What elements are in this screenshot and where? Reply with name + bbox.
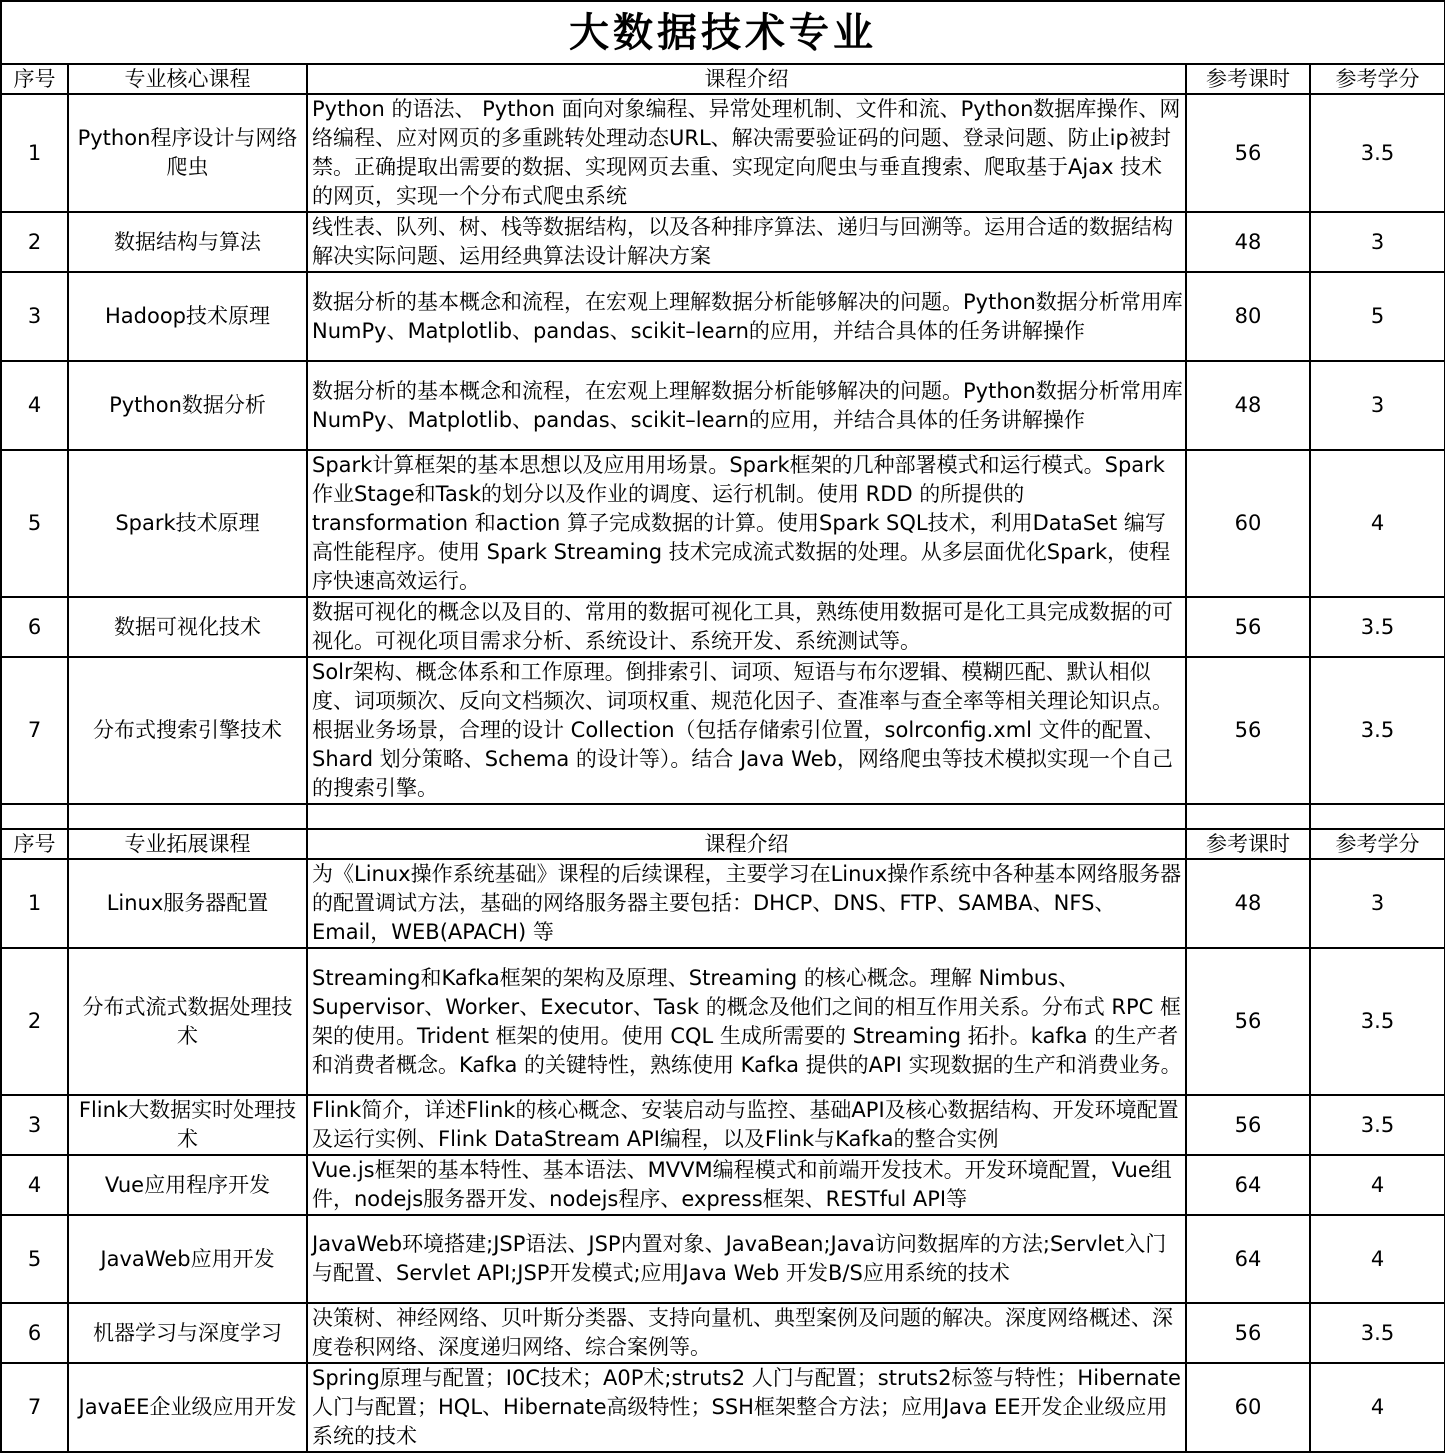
row-no: 3	[1, 272, 68, 361]
row-no: 2	[1, 212, 68, 272]
row-no: 6	[1, 597, 68, 657]
table-row	[1, 948, 1445, 1095]
table-row	[1, 450, 1445, 597]
row-credits: 3.5	[1310, 1095, 1445, 1155]
row-course: Vue应用程序开发	[68, 1155, 307, 1215]
table-row	[1, 1363, 1445, 1452]
header-no: 序号	[1, 829, 68, 859]
row-course: Linux服务器配置	[68, 859, 307, 948]
row-course: JavaWeb应用开发	[68, 1215, 307, 1303]
row-course: Spark技术原理	[68, 450, 307, 597]
table-row	[1, 1215, 1445, 1303]
header-intro: 课程介绍	[307, 829, 1186, 859]
row-no: 4	[1, 1155, 68, 1215]
core-header-row	[1, 64, 1445, 94]
table-row	[1, 94, 1445, 212]
row-hours: 48	[1186, 859, 1310, 948]
header-hours: 参考课时	[1186, 829, 1310, 859]
row-course: 分布式流式数据处理技术	[68, 948, 307, 1095]
header-course: 专业核心课程	[68, 64, 307, 94]
row-hours: 64	[1186, 1215, 1310, 1303]
row-intro: 数据分析的基本概念和流程，在宏观上理解数据分析能够解决的问题。Python数据分析常用库NumPy、Matplotlib、pandas、scikit–learn的应用，并结合具体的任务讲解操作	[307, 361, 1186, 450]
row-hours: 56	[1186, 948, 1310, 1095]
row-intro: Flink简介，详述Flink的核心概念、安装启动与监控、基础API及核心数据结构、开发环境配置及运行实例、Flink DataStream API编程，以及Flink与Kafka的整合实例	[307, 1095, 1186, 1155]
header-no: 序号	[1, 64, 68, 94]
row-course: JavaEE企业级应用开发	[68, 1363, 307, 1452]
row-intro: 决策树、神经网络、贝叶斯分类器、支持向量机、典型案例及问题的解决。深度网络概述、深度卷积网络、深度递归网络、综合案例等。	[307, 1303, 1186, 1363]
row-hours: 56	[1186, 1303, 1310, 1363]
row-hours: 56	[1186, 597, 1310, 657]
row-intro: Streaming和Kafka框架的架构及原理、Streaming 的核心概念。理解 Nimbus、Supervisor、Worker、Executor、Task 的概念及他们之间的相互作用关系。分布式 RPC 框架的使用。Trident 框架的使用。使用 CQL 生成所需要的 Streaming 拓扑。kafka 的生产者和消费者概念。Kafka 的关键特性，熟练使用 Kafka 提供的API 实现数据的生产和消费业务。	[307, 948, 1186, 1095]
row-intro: Spring原理与配置；I0C技术；A0P术;struts2 人门与配置；struts2标签与特性；Hibernate人门与配置；HQL、Hibernate高级特性；SSH框架整合方法；应用Java EE开发企业级应用系统的技术	[307, 1363, 1186, 1452]
row-no: 1	[1, 94, 68, 212]
table-row	[1, 212, 1445, 272]
row-hours: 56	[1186, 657, 1310, 804]
row-course: 机器学习与深度学习	[68, 1303, 307, 1363]
row-course: Flink大数据实时处理技术	[68, 1095, 307, 1155]
row-credits: 3	[1310, 859, 1445, 948]
ext-header-row	[1, 829, 1445, 859]
row-intro: JavaWeb环境搭建;JSP语法、JSP内置对象、JavaBean;Java访问数据库的方法;Servlet入门与配置、Servlet API;JSP开发模式;应用Java Web 开发B/S应用系统的技术	[307, 1215, 1186, 1303]
header-course: 专业拓展课程	[68, 829, 307, 859]
row-course: 数据可视化技术	[68, 597, 307, 657]
row-course: Hadoop技术原理	[68, 272, 307, 361]
row-credits: 5	[1310, 272, 1445, 361]
table-row	[1, 657, 1445, 804]
row-hours: 48	[1186, 212, 1310, 272]
table-row	[1, 859, 1445, 948]
row-intro: 为《Linux操作系统基础》课程的后续课程，主要学习在Linux操作系统中各种基本网络服务器的配置调试方法，基础的网络服务器主要包括：DHCP、DNS、FTP、SAMBA、NFS、Email，WEB(APACH) 等	[307, 859, 1186, 948]
row-credits: 3.5	[1310, 948, 1445, 1095]
table-row	[1, 1303, 1445, 1363]
table-row	[1, 1095, 1445, 1155]
row-hours: 56	[1186, 1095, 1310, 1155]
header-intro: 课程介绍	[307, 64, 1186, 94]
table-row	[1, 361, 1445, 450]
row-no: 7	[1, 657, 68, 804]
row-intro: Solr架构、概念体系和工作原理。倒排索引、词项、短语与布尔逻辑、模糊匹配、默认相似度、词项频次、反向文档频次、词项权重、规范化因子、查准率与查全率等相关理论知识点。根据业务场景，合理的设计 Collection（包括存储索引位置，solrconfig.xml 文件的配置、Shard 划分策略、Schema 的设计等）。结合 Java Web，网络爬虫等技术模拟实现一个自己的搜索引擎。	[307, 657, 1186, 804]
row-no: 4	[1, 361, 68, 450]
row-hours: 80	[1186, 272, 1310, 361]
row-credits: 4	[1310, 1363, 1445, 1452]
row-credits: 3.5	[1310, 657, 1445, 804]
row-hours: 60	[1186, 1363, 1310, 1452]
table-row	[1, 597, 1445, 657]
row-course: Python数据分析	[68, 361, 307, 450]
row-hours: 64	[1186, 1155, 1310, 1215]
row-no: 1	[1, 859, 68, 948]
row-credits: 3.5	[1310, 1303, 1445, 1363]
page-title: 大数据技术专业	[1, 1, 1445, 64]
row-credits: 4	[1310, 1155, 1445, 1215]
row-course: 数据结构与算法	[68, 212, 307, 272]
row-intro: 线性表、队列、树、栈等数据结构，以及各种排序算法、递归与回溯等。运用合适的数据结构解决实际问题、运用经典算法设计解决方案	[307, 212, 1186, 272]
row-no: 5	[1, 1215, 68, 1303]
row-intro: 数据分析的基本概念和流程，在宏观上理解数据分析能够解决的问题。Python数据分析常用库NumPy、Matplotlib、pandas、scikit–learn的应用，并结合具体的任务讲解操作	[307, 272, 1186, 361]
row-credits: 3.5	[1310, 597, 1445, 657]
row-credits: 3	[1310, 212, 1445, 272]
row-intro: Spark计算框架的基本思想以及应用用场景。Spark框架的几种部署模式和运行模式。Spark作业Stage和Task的划分以及作业的调度、运行机制。使用 RDD 的所提供的 transformation 和action 算子完成数据的计算。使用Spark SQL技术，利用DataSet 编写高性能程序。使用 Spark Streaming 技术完成流式数据的处理。从多层面优化Spark，使程序快速高效运行。	[307, 450, 1186, 597]
row-credits: 3	[1310, 361, 1445, 450]
row-hours: 60	[1186, 450, 1310, 597]
row-intro: Python 的语法、 Python 面向对象编程、异常处理机制、文件和流、Python数据库操作、网络编程、应对网页的多重跳转处理动态URL、解决需要验证码的问题、登录问题、防止ip被封禁。正确提取出需要的数据、实现网页去重、实现定向爬虫与垂直搜索、爬取基于Ajax 技术的网页，实现一个分布式爬虫系统	[307, 94, 1186, 212]
row-credits: 4	[1310, 450, 1445, 597]
row-credits: 4	[1310, 1215, 1445, 1303]
row-no: 5	[1, 450, 68, 597]
row-course: 分布式搜索引擎技术	[68, 657, 307, 804]
row-credits: 3.5	[1310, 94, 1445, 212]
row-no: 7	[1, 1363, 68, 1452]
row-no: 3	[1, 1095, 68, 1155]
row-hours: 56	[1186, 94, 1310, 212]
row-no: 2	[1, 948, 68, 1095]
row-intro: 数据可视化的概念以及目的、常用的数据可视化工具，熟练使用数据可是化工具完成数据的可视化。可视化项目需求分析、系统设计、系统开发、系统测试等。	[307, 597, 1186, 657]
row-course: Python程序设计与网络爬虫	[68, 94, 307, 212]
spacer-row	[1, 804, 1445, 829]
header-credits: 参考学分	[1310, 64, 1445, 94]
table-row	[1, 272, 1445, 361]
table-row	[1, 1155, 1445, 1215]
header-credits: 参考学分	[1310, 829, 1445, 859]
row-no: 6	[1, 1303, 68, 1363]
row-hours: 48	[1186, 361, 1310, 450]
row-intro: Vue.js框架的基本特性、基本语法、MVVM编程模式和前端开发技术。开发环境配置，Vue组件，nodejs服务器开发、nodejs程序、express框架、RESTful API等	[307, 1155, 1186, 1215]
header-hours: 参考课时	[1186, 64, 1310, 94]
